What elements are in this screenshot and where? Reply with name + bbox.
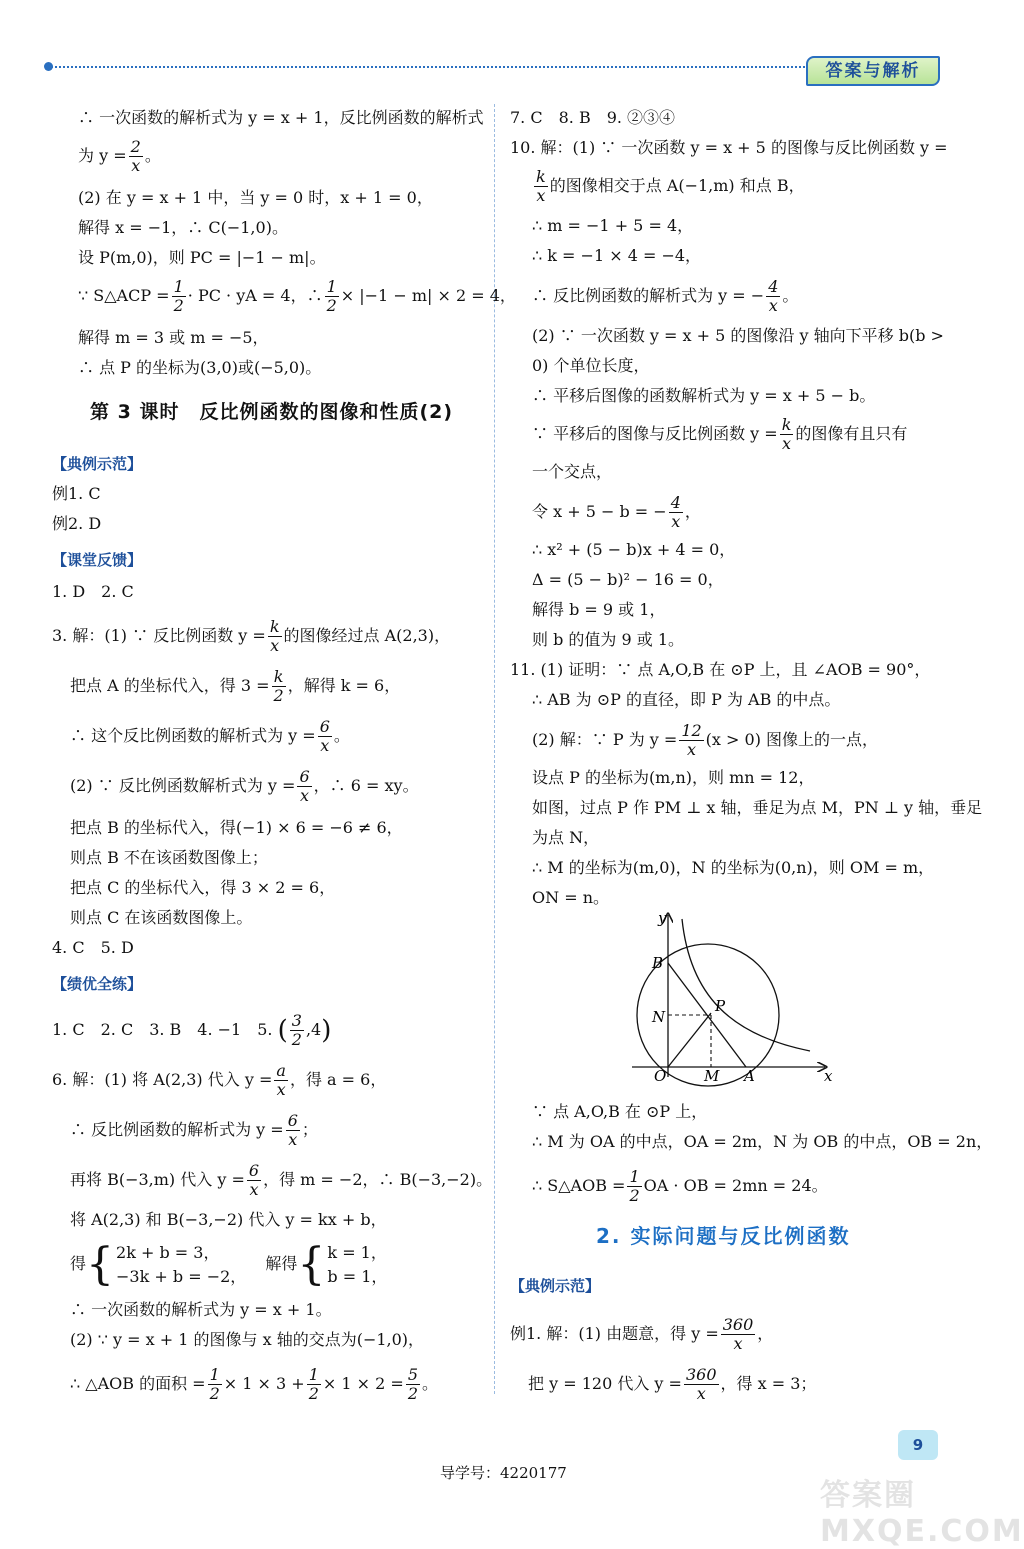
q3-line-8: 则点 C 在该函数图像上。 <box>70 908 253 927</box>
q3-line-3: ∴ 这个反比例函数的解析式为 y = $\frac{6}{x}$ 。 <box>70 717 350 755</box>
q10-line-14: 解得 b = 9 或 1， <box>532 600 666 619</box>
q6-line-8: ∴ △AOB 的面积 = $\frac{1}{2}$ × 1 × 3 + $\frac{1}{2}$ × 1 × 2 = $\frac{5}{2}$ 。 <box>70 1365 439 1403</box>
header-tab: 答案与解析 <box>806 56 940 86</box>
q10-line-12: ∴ x² + (5 − b)x + 4 = 0， <box>532 540 736 559</box>
q3-line-5: 把点 B 的坐标代入，得(−1) × 6 = −6 ≠ 6， <box>70 818 403 837</box>
q11-line-2: ∴ AB 为 ⊙P 的直径，即 P 为 AB 的中点。 <box>532 690 841 709</box>
q11-line-6: 为点 N， <box>532 828 600 847</box>
q6-line-6: ∴ 一次函数的解析式为 y = x + 1。 <box>70 1300 332 1319</box>
practice-1-5: 1. C 2. C 3. B 4. −1 5. ( $\frac{3}{2}$ ,4) <box>52 1011 332 1049</box>
header-rule <box>48 66 808 68</box>
hyperbola <box>682 919 810 1051</box>
left-line-2: 为 y = $\frac{2}{x}$ 。 <box>78 137 161 175</box>
q10-line-10: 一个交点， <box>532 462 613 481</box>
left-line-8: ∴ 点 P 的坐标为(3,0)或(−5,0)。 <box>78 358 322 377</box>
q10-line-4: ∴ k = −1 × 4 = −4， <box>532 246 702 265</box>
q10-line-5: ∴ 反比例函数的解析式为 y = − $\frac{4}{x}$ 。 <box>532 277 799 315</box>
left-line-4: 解得 x = −1，∴ C(−1,0)。 <box>78 218 288 237</box>
q11-line-5: 如图，过点 P 作 PM ⊥ x 轴，垂足为点 M，PN ⊥ y 轴，垂足 <box>532 798 983 817</box>
label-p: P <box>715 997 726 1015</box>
q10-line-9: ∵ 平移后的图像与反比例函数 y = $\frac{k}{x}$ 的图像有且只有 <box>532 415 908 453</box>
answers-7-9: 7. C 8. B 9. ②③④ <box>510 108 676 127</box>
section-example: 【典例示范】 <box>52 455 143 473</box>
ex1-line-2: 把 y = 120 代入 y = $\frac{360}{x}$ ，得 x = 3； <box>528 1365 817 1403</box>
left-line-1: ∴ 一次函数的解析式为 y = x + 1，反比例函数的解析式 <box>78 108 484 127</box>
q6-line-2: ∴ 反比例函数的解析式为 y = $\frac{6}{x}$ ； <box>70 1111 318 1149</box>
label-o: O <box>654 1067 667 1085</box>
q11-line-10: ∴ M 为 OA 的中点，OA = 2m，N 为 OB 的中点，OB = 2n， <box>532 1132 993 1151</box>
label-a: A <box>744 1067 755 1085</box>
label-m: M <box>704 1067 720 1085</box>
example-1: 例1. C <box>52 484 101 503</box>
q6-line-3: 再将 B(−3,m) 代入 y = $\frac{6}{x}$ ，得 m = −2，∴ B(−3,−2)。 <box>70 1161 493 1199</box>
q10-line-1: 10. 解：(1) ∵ 一次函数 y = x + 5 的图像与反比例函数 y = <box>510 138 948 157</box>
q11-line-4: 设点 P 的坐标为(m,n)，则 mn = 12， <box>532 768 815 787</box>
segment-op <box>668 1013 711 1067</box>
q10-line-3: ∴ m = −1 + 5 = 4， <box>532 216 694 235</box>
geometry-figure <box>620 905 850 1090</box>
section-title-2: 2. 实际问题与反比例函数 <box>596 1224 851 1248</box>
label-x: x <box>824 1067 833 1085</box>
q10-line-8: ∴ 平移后图像的函数解析式为 y = x + 5 − b。 <box>532 386 876 405</box>
q10-line-11: 令 x + 5 − b = − $\frac{4}{x}$ ， <box>532 493 701 531</box>
q11-line-7: ∴ M 的坐标为(m,0)，N 的坐标为(0,n)，则 OM = m， <box>532 858 935 877</box>
q10-line-13: Δ = (5 − b)² − 16 = 0， <box>532 570 724 589</box>
guide-number: 导学号：4220177 <box>440 1464 567 1482</box>
page-number: 9 <box>898 1430 938 1460</box>
answers-1-2: 1. D 2. C <box>52 582 134 601</box>
left-line-3: (2) 在 y = x + 1 中，当 y = 0 时，x + 1 = 0， <box>78 188 433 207</box>
q10-line-15: 则 b 的值为 9 或 1。 <box>532 630 685 649</box>
label-y: y <box>658 909 667 927</box>
left-line-5: 设 P(m,0)，则 PC = |−1 − m|。 <box>78 248 326 267</box>
q3-line-2: 把点 A 的坐标代入，得 3 = $\frac{k}{2}$ ，解得 k = 6， <box>70 667 401 705</box>
left-line-7: 解得 m = 3 或 m = −5， <box>78 328 269 347</box>
q3-line-6: 则点 B 不在该函数图像上； <box>70 848 268 867</box>
section-feedback: 【课堂反馈】 <box>52 551 143 569</box>
q6-system: 得{ 2k + b = 3， −3k + b = −2， 解得{ k = 1， b = 1， <box>70 1238 388 1290</box>
q10-line-7: 0) 个单位长度， <box>532 356 650 375</box>
answers-4-5: 4. C 5. D <box>52 938 134 957</box>
q11-line-8: ON = n。 <box>532 888 610 907</box>
lesson-title: 第 3 课时 反比例函数的图像和性质(2) <box>90 401 454 423</box>
q11-line-1: 11. (1) 证明：∵ 点 A,O,B 在 ⊙P 上，且 ∠AOB = 90°， <box>510 660 931 679</box>
label-b: B <box>652 954 664 972</box>
q11-line-3: (2) 解：∵ P 为 y = $\frac{12}{x}$ (x > 0) 图像上的一点， <box>532 721 879 759</box>
example-2: 例2. D <box>52 514 102 533</box>
left-line-6: ∵ S△ACP = $\frac{1}{2}$ · PC · yA = 4，∴ $\frac{1}{2}$ × |−1 − m| × 2 = 4， <box>78 277 516 315</box>
q3-line-7: 把点 C 的坐标代入，得 3 × 2 = 6， <box>70 878 336 897</box>
q11-line-9: ∵ 点 A,O,B 在 ⊙P 上， <box>532 1102 708 1121</box>
q6-line-1: 6. 解：(1) 将 A(2,3) 代入 y = $\frac{a}{x}$ ，得 a = 6， <box>52 1061 387 1099</box>
label-n: N <box>652 1008 666 1026</box>
q10-line-2: $\frac{k}{x}$ 的图像相交于点 A(−1,m) 和点 B， <box>536 167 805 205</box>
watermark: 答案圈 MXQE.COM <box>820 1478 1024 1549</box>
fraction: $\frac{2}{x}$ <box>130 137 141 175</box>
q3-line-1: 3. 解：(1) ∵ 反比例函数 y = $\frac{k}{x}$ 的图像经过点 A(2,3)， <box>52 617 451 655</box>
q10-line-6: (2) ∵ 一次函数 y = x + 5 的图像沿 y 轴向下平移 b(b > <box>532 326 944 345</box>
section-practice: 【绩优全练】 <box>52 975 143 993</box>
q3-line-4: (2) ∵ 反比例函数解析式为 y = $\frac{6}{x}$ ，∴ 6 = xy。 <box>70 767 419 805</box>
q6-line-7: (2) ∵ y = x + 1 的图像与 x 轴的交点为(−1,0)， <box>70 1330 425 1349</box>
q11-line-11: ∴ S△AOB = $\frac{1}{2}$ OA · OB = 2mn = 24。 <box>532 1167 828 1205</box>
section-example-2: 【典例示范】 <box>510 1277 601 1295</box>
ex1-line-1: 例1. 解：(1) 由题意，得 y = $\frac{360}{x}$ ， <box>510 1315 774 1353</box>
q6-line-4: 将 A(2,3) 和 B(−3,−2) 代入 y = kx + b， <box>70 1210 387 1229</box>
